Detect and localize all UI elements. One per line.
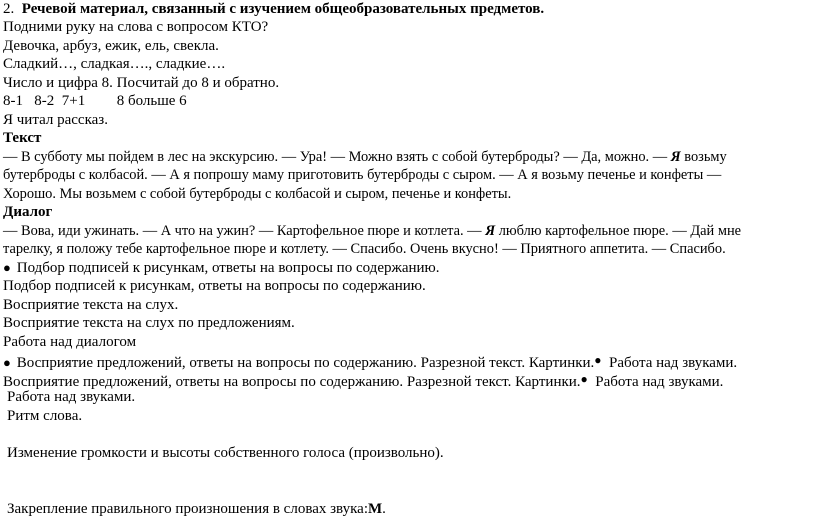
expr-8-2: 8-2 [34, 93, 55, 109]
emphasis-ya: Я [485, 223, 496, 239]
activity-line: Восприятие текста на слух. [3, 297, 179, 313]
section-number: 2. [3, 1, 15, 17]
text-line-2: бутерброды с колбасой. — А я попрошу маму приготовить бутерброды с сыром. — А я возьму печенье и конфеты — [3, 167, 722, 183]
dialog-line-2: тарелку, я положу тебе картофельное пюре и котлету. — Спасибо. Очень вкусно! — Приятного аппетита. — Спасибо. [3, 241, 726, 257]
emphasis-ya: Я [670, 149, 681, 165]
activity-line: ● Восприятие предложений, ответы на вопросы по содержанию. Разрезной текст. Картинки.● Работа над звуками. [3, 353, 738, 371]
bullet-icon: ● [3, 260, 11, 275]
text-line-1: — В субботу мы пойдем в лес на экскурсию. — Ура! — Можно взять с собой бутерброды? — Да, можно. — Я возьму [3, 149, 727, 165]
line-arithmetic [3, 92, 187, 110]
line-word-list: Девочка, арбуз, ежик, ель, свекла. [3, 38, 219, 54]
dialog-section-label: Диалог [3, 204, 53, 220]
dialog-line-1: — Вова, иди ужинать. — А что на ужин? — Картофельное пюре и котлета. — Я люблю картофельное пюре. — Дай мне [3, 223, 742, 239]
dot-icon: ● [594, 353, 602, 367]
expr-8-greater-6: 8 больше 6 [116, 93, 187, 109]
section-heading [3, 0, 544, 18]
activity-line: Работа над звуками. [7, 389, 136, 405]
line-sweet-forms: Сладкий…, сладкая…., сладкие…. [3, 56, 226, 72]
expr-7-plus-1: 7+1 [61, 93, 86, 109]
sound-letter: М [368, 501, 383, 517]
activity-line: Работа над диалогом [3, 334, 137, 350]
dot-icon: ● [580, 372, 588, 386]
activity-line: Ритм слова. [7, 408, 83, 424]
activity-line: Восприятие текста на слух по предложениям. [3, 315, 295, 331]
activity-line: Подбор подписей к рисункам, ответы на вопросы по содержанию. [3, 278, 426, 294]
section-title: Речевой материал, связанный с изучением общеобразовательных предметов. [21, 1, 545, 17]
activity-line: Изменение громкости и высоты собственного голоса (произвольно). [7, 445, 444, 461]
line-read-story: Я читал рассказ. [3, 112, 108, 128]
expr-8-1: 8-1 [3, 93, 23, 109]
text-section-label: Текст [3, 130, 42, 146]
activity-line: Закрепление правильного произношения в словах звука:М. [7, 501, 386, 517]
line-who-question: Подними руку на слова с вопросом КТО? [3, 19, 269, 35]
bullet-icon: ● [3, 355, 11, 370]
activity-line: Восприятие предложений, ответы на вопросы по содержанию. Разрезной текст. Картинки.● Работа над звуками. [3, 372, 724, 390]
line-number-eight: Число и цифра 8. Посчитай до 8 и обратно. [3, 75, 280, 91]
activity-line: ● Подбор подписей к рисункам, ответы на вопросы по содержанию. [3, 260, 440, 276]
text-line-3: Хорошо. Мы возьмем с собой бутерброды с колбасой и сыром, печенье и конфеты. [3, 186, 512, 202]
